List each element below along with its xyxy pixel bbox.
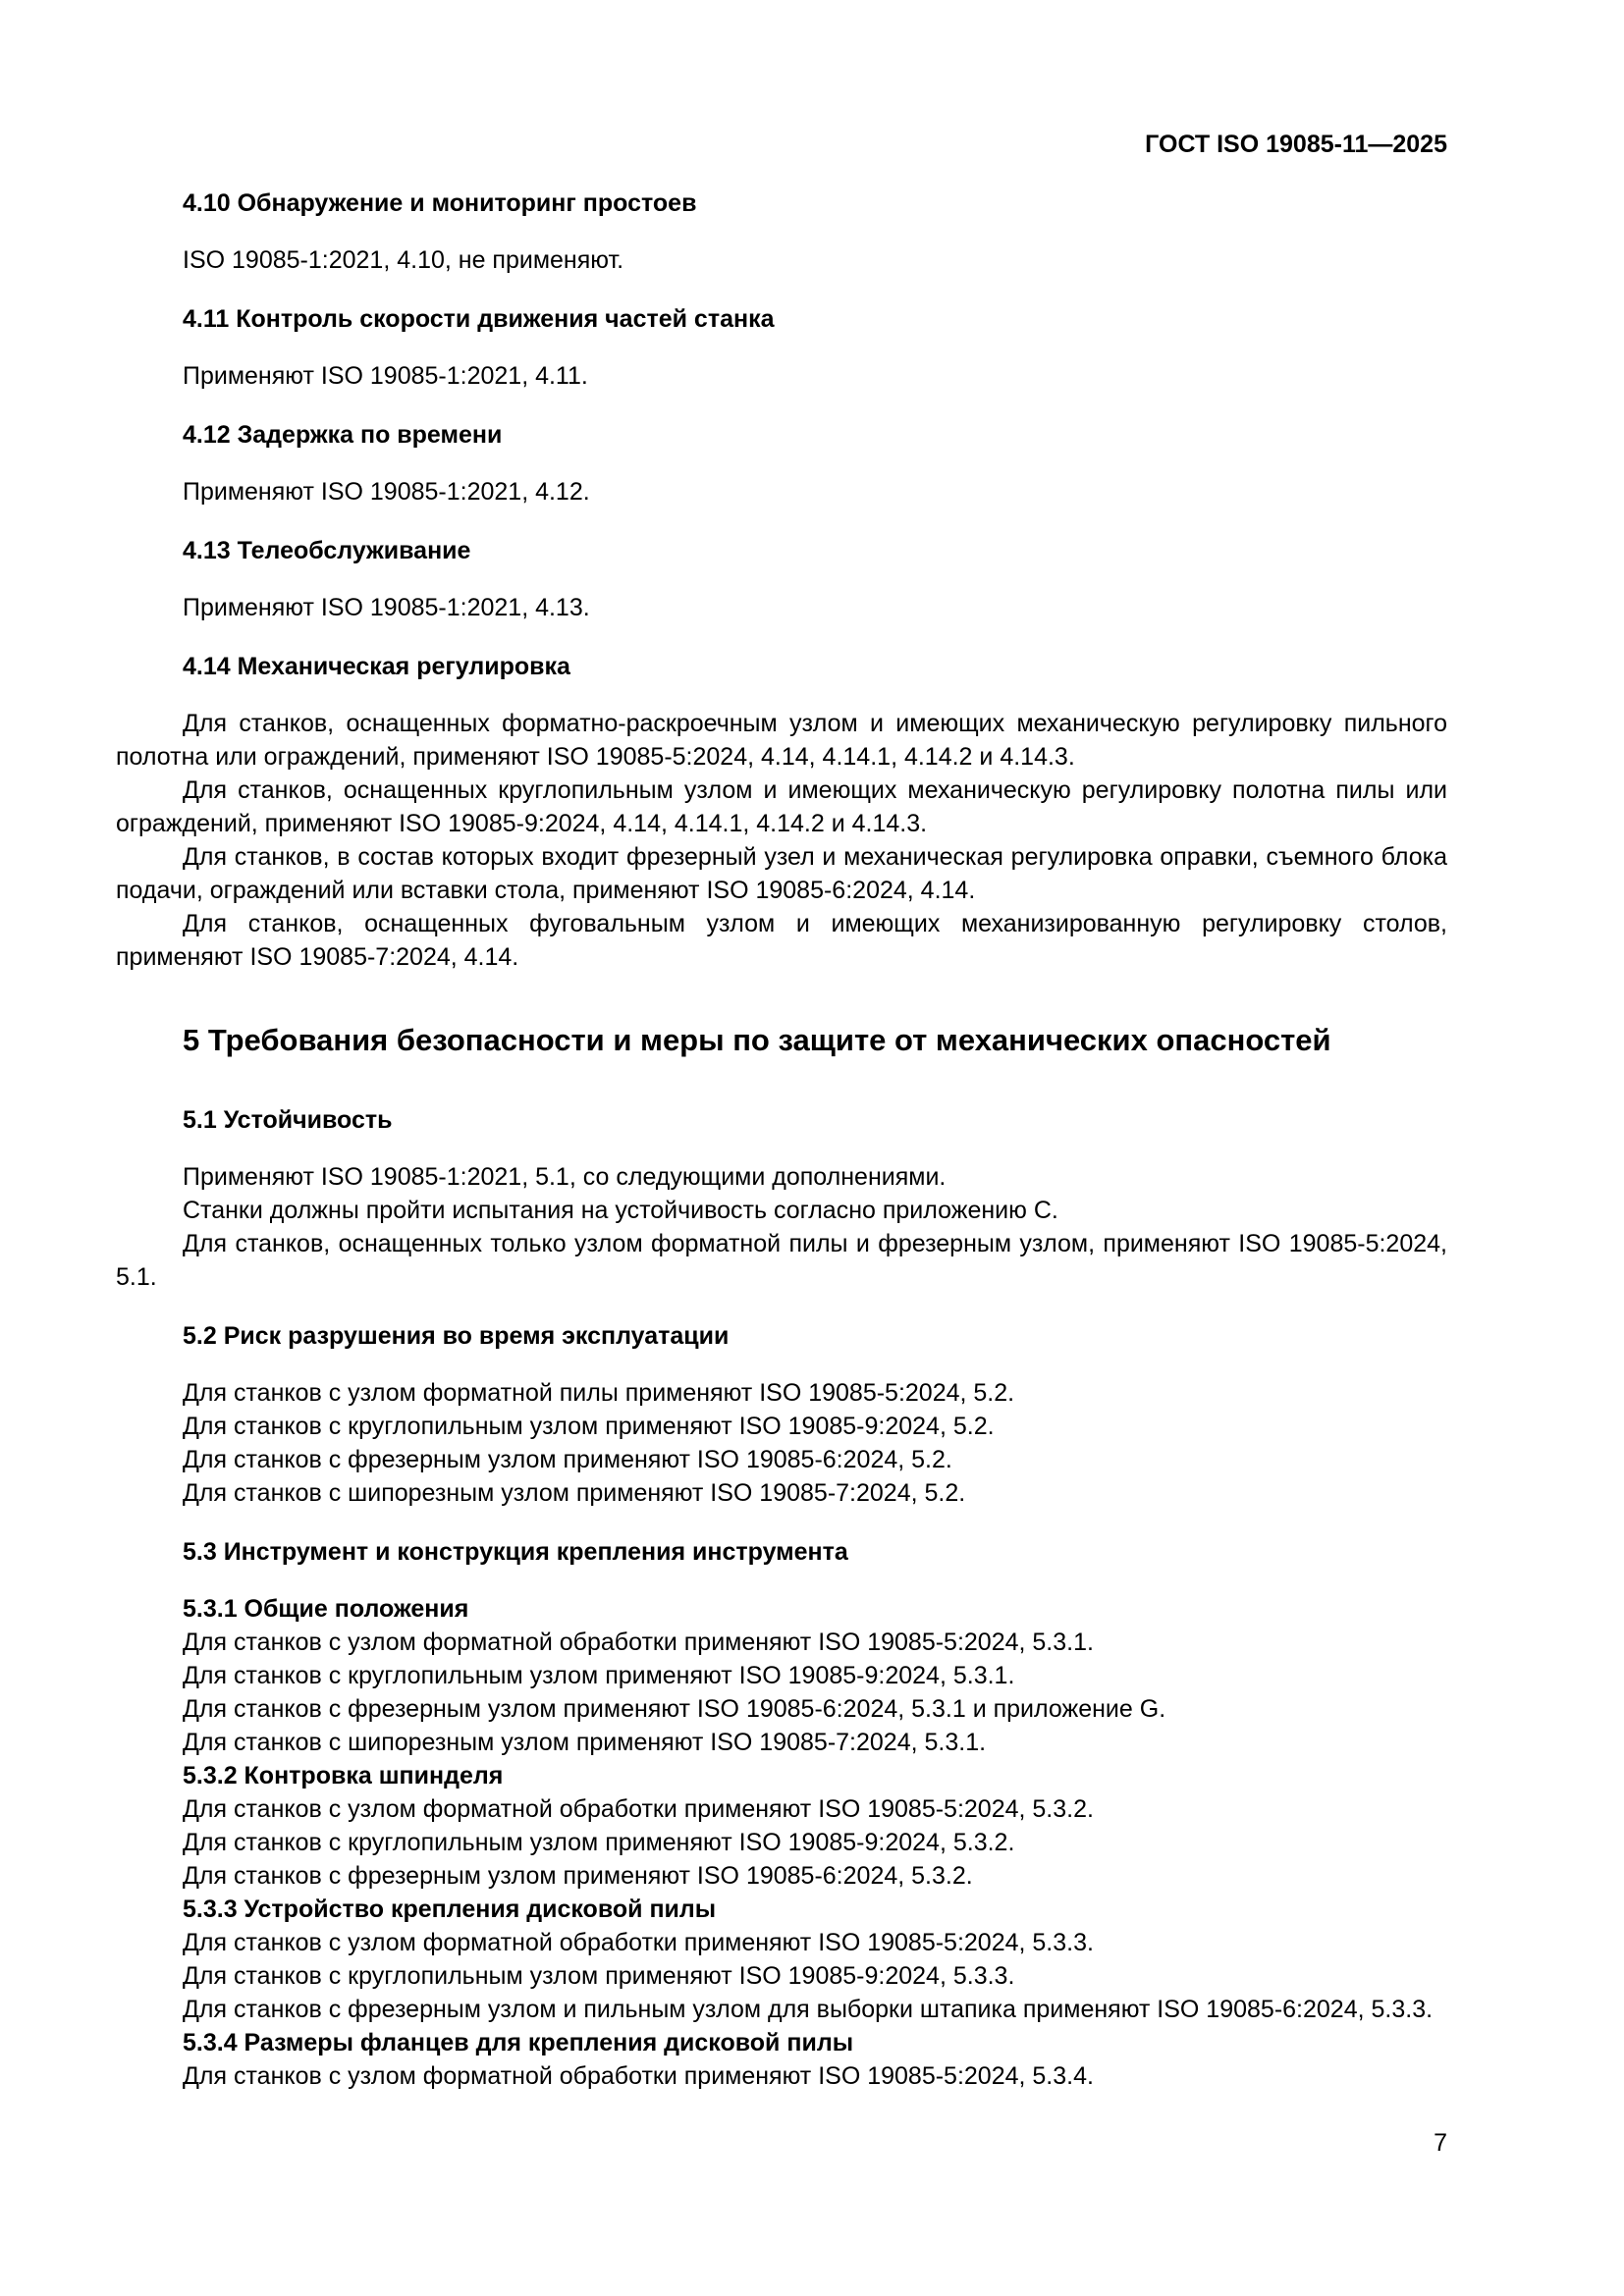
section-heading: 5.3.1 Общие положения	[183, 1595, 469, 1623]
section-heading: 4.14 Механическая регулировка	[183, 653, 570, 680]
paragraph: Станки должны пройти испытания на устойчивость согласно приложению C.	[183, 1197, 1058, 1224]
paragraph: Для станков, оснащенных фуговальным узлом и имеющих механизированную регулировку столов, применяют ISO 19085-7:2024, 4.14.	[116, 910, 1447, 971]
paragraph: Для станков с фрезерным узлом и пильным узлом для выборки штапика применяют ISO 19085-6:2024, 5.3.3.	[183, 1996, 1434, 2023]
section-heading: 4.11 Контроль скорости движения частей станка	[183, 305, 775, 333]
paragraph: Для станков с узлом форматной обработки применяют ISO 19085-5:2024, 5.3.1.	[183, 1629, 1094, 1656]
paragraph: Для станков с фрезерным узлом применяют ISO 19085-6:2024, 5.2.	[183, 1446, 952, 1473]
section-heading: 4.12 Задержка по времени	[183, 421, 503, 449]
paragraph: Для станков, оснащенных круглопильным узлом и имеющих механическую регулировку полотна пилы или ограждений, применяют ISO 19085-9:2024, 4.14, 4.14.1, 4.14.2 и 4.14.3.	[116, 776, 1447, 837]
section-heading: 5.3.4 Размеры фланцев для крепления дисковой пилы	[183, 2029, 854, 2056]
paragraph: Для станков с круглопильным узлом применяют ISO 19085-9:2024, 5.3.1.	[183, 1662, 1015, 1689]
paragraph: Для станков, в состав которых входит фрезерный узел и механическая регулировка оправки, съемного блока подачи, ограждений или вставки стола, применяют ISO 19085-6:2024, 4.14.	[116, 843, 1447, 904]
section-heading: 5.2 Риск разрушения во время эксплуатации	[183, 1322, 730, 1350]
section-heading: 5 Требования безопасности и меры по защите от механических опасностей	[183, 1023, 1331, 1057]
paragraph: Для станков с фрезерным узлом применяют ISO 19085-6:2024, 5.3.1 и приложение G.	[183, 1695, 1166, 1723]
paragraph: Применяют ISO 19085-1:2021, 4.13.	[183, 594, 590, 621]
paragraph: Для станков с круглопильным узлом применяют ISO 19085-9:2024, 5.3.2.	[183, 1829, 1015, 1856]
paragraph: Для станков, оснащенных форматно-раскроечным узлом и имеющих механическую регулировку пильного полотна или ограждений, применяют ISO 19085-5:2024, 4.14, 4.14.1, 4.14.2 и 4.14.3.	[116, 710, 1447, 771]
paragraph: Для станков, оснащенных только узлом форматной пилы и фрезерным узлом, применяют ISO 19085-5:2024, 5.1.	[116, 1230, 1447, 1291]
section-heading: 5.3 Инструмент и конструкция крепления инструмента	[183, 1538, 848, 1566]
paragraph: Для станков с шипорезным узлом применяют ISO 19085-7:2024, 5.2.	[183, 1479, 966, 1507]
section-heading: 4.13 Телеобслуживание	[183, 537, 471, 564]
paragraph: ISO 19085-1:2021, 4.10, не применяют.	[183, 246, 624, 274]
paragraph: Для станков с круглопильным узлом применяют ISO 19085-9:2024, 5.3.3.	[183, 1962, 1015, 1990]
paragraph: Для станков с шипорезным узлом применяют ISO 19085-7:2024, 5.3.1.	[183, 1729, 987, 1756]
paragraph: Применяют ISO 19085-1:2021, 5.1, со следующими дополнениями.	[183, 1163, 947, 1191]
section-heading: 5.1 Устойчивость	[183, 1106, 393, 1134]
section-heading: 5.3.3 Устройство крепления дисковой пилы	[183, 1896, 717, 1923]
paragraph: Для станков с круглопильным узлом применяют ISO 19085-9:2024, 5.2.	[183, 1413, 995, 1440]
paragraph: Для станков с узлом форматной обработки применяют ISO 19085-5:2024, 5.3.3.	[183, 1929, 1094, 1956]
page-number: 7	[1434, 2129, 1447, 2157]
paragraph: Применяют ISO 19085-1:2021, 4.12.	[183, 478, 590, 506]
paragraph: Для станков с фрезерным узлом применяют ISO 19085-6:2024, 5.3.2.	[183, 1862, 973, 1890]
page-header: ГОСТ ISO 19085-11—2025	[1145, 131, 1447, 158]
paragraph: Для станков с узлом форматной обработки применяют ISO 19085-5:2024, 5.3.4.	[183, 2062, 1094, 2090]
section-heading: 4.10 Обнаружение и мониторинг простоев	[183, 189, 697, 217]
paragraph: Применяют ISO 19085-1:2021, 4.11.	[183, 362, 588, 390]
document-body	[116, 187, 1447, 2093]
paragraph: Для станков с узлом форматной пилы применяют ISO 19085-5:2024, 5.2.	[183, 1379, 1015, 1407]
section-heading: 5.3.2 Контровка шпинделя	[183, 1762, 504, 1789]
paragraph: Для станков с узлом форматной обработки применяют ISO 19085-5:2024, 5.3.2.	[183, 1795, 1094, 1823]
